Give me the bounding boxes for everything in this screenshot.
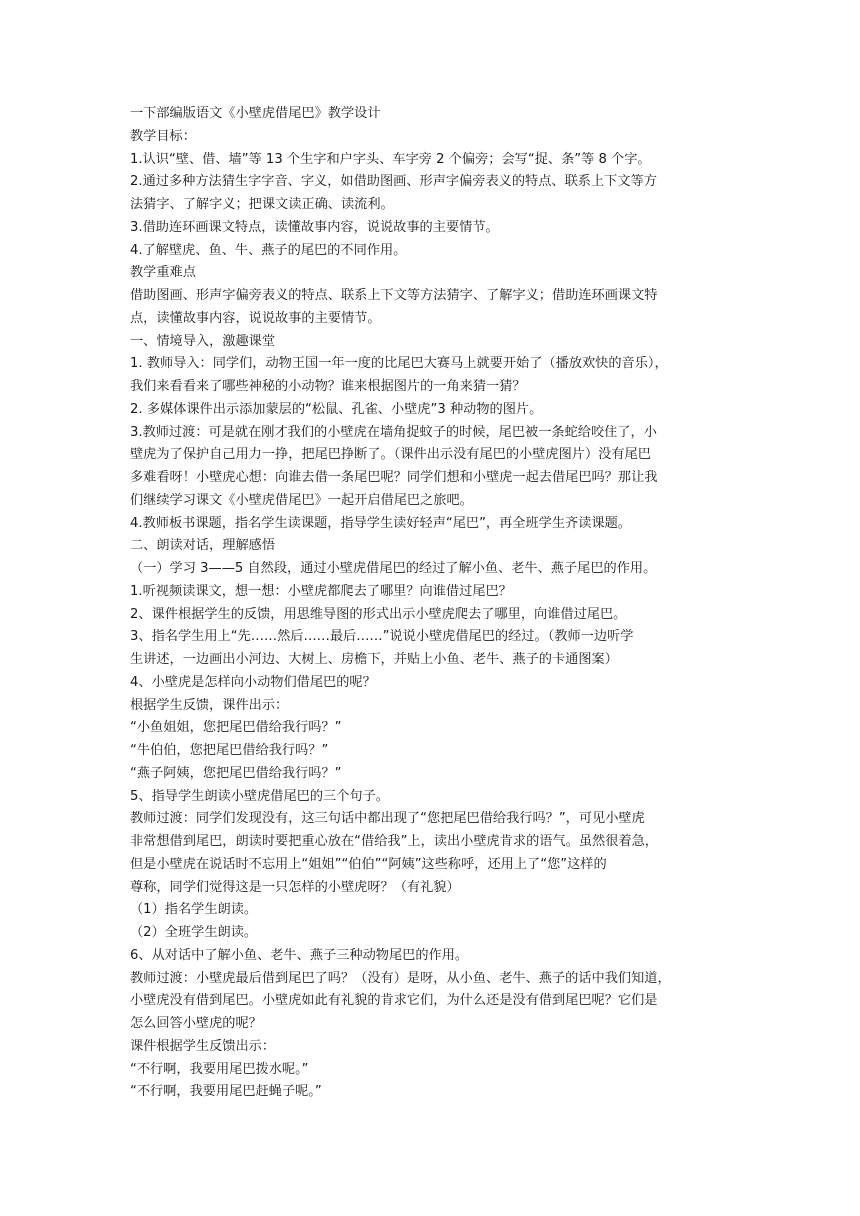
quote-fish-reply: “不行啊，我要用尾巴拨水呢。” [130,1061,309,1077]
transition-paragraph-2: 教师过渡：小壁虎最后借到尾巴了吗？（没有）是呀，从小鱼、老牛、燕子的话中我们知道， [130,970,671,986]
section-2-step-5: 5、指导学生朗读小壁虎借尾巴的三个句子。 [130,788,389,804]
section-2-step-1: 1.听视频读课文，想一想：小壁虎都爬去了哪里？向谁借过尾巴？ [130,583,512,599]
section-1-step-4: 4.教师板书课题，指名学生读课题，指导学生读好轻声“尾巴”，再全班学生齐读课题。 [130,515,631,531]
section-2-step-3: 3、指名学生用上“先……然后……最后……”说说小壁虎借尾巴的经过。（教师一边听学 [130,629,634,645]
objective-1: 1.认识“壁、借、墙”等 13 个生字和户字头、车字旁 2 个偏旁；会写“捉、条”等 8 个字。 [130,151,651,167]
courseware-intro: 根据学生反馈，课件出示： [130,697,289,713]
key-points-text: 借助图画、形声字偏旁表义的特点、联系上下文等方法猜字、了解字义；借助连环画课文特 [130,288,658,303]
heading-key-points: 教学重难点 [130,265,196,281]
objective-4: 4.了解壁虎、鱼、牛、燕子的尾巴的不同作用。 [130,242,407,258]
transition-paragraph-2-cont: 怎么回答小壁虎的呢？ [130,1016,262,1031]
transition-paragraph-cont: 但是小壁虎在说话时不忘用上“姐姐”“伯伯”“阿姨”这些称呼，还用上了“您”这样的 [130,856,607,872]
section-1-step-3-cont: 们继续学习课文《小壁虎借尾巴》一起开启借尾巴之旅吧。 [130,492,473,508]
transition-paragraph: 教师过渡：同学们发现没有，这三句话中都出现了“您把尾巴借给我行吗？”，可见小壁虎 [130,811,645,827]
reading-step-1: （1）指名学生朗读。 [130,902,258,918]
section-2-step-6: 6、从对话中了解小鱼、老牛、燕子三种动物尾巴的作用。 [130,947,469,963]
section-2-step-3-cont: 生讲述，一边画出小河边、大树上、房檐下，并贴上小鱼、老牛、燕子的卡通图案） [130,652,618,667]
section-1-step-3: 3.教师过渡：可是就在刚才我们的小壁虎在墙角捉蚊子的时候，尾巴被一条蛇给咬住了，小 [130,424,657,440]
document-body [130,103,735,1104]
section-1-step-3-cont: 壁虎为了保护自己用力一挣，把尾巴挣断了。（课件出示没有尾巴的小壁虎图片）没有尾巴 [130,447,651,463]
reading-step-2: （2）全班学生朗读。 [130,925,258,940]
section-1-heading: 一、情境导入，激趣课堂 [130,333,276,349]
section-2-step-4: 4、小壁虎是怎样向小动物们借尾巴的呢？ [130,674,376,690]
quote-swallow: “燕子阿姨，您把尾巴借给我行吗？” [130,765,342,781]
section-2-heading: 二、朗读对话，理解感悟 [130,538,276,554]
transition-paragraph-cont: 非常想借到尾巴，朗读时要把重心放在“借给我”上，读出小壁虎肯求的语气。虽然很着急， [130,834,658,849]
key-points-text-cont: 点，读懂故事内容，说说故事的主要情节。 [130,310,381,326]
section-1-step-3-cont: 多难看呀！小壁虎心想：向谁去借一条尾巴呢？同学们想和小壁虎一起去借尾巴吗？那让我 [130,470,658,485]
quote-fish: “小鱼姐姐，您把尾巴借给我行吗？” [130,720,342,736]
section-1-step-1-cont: 我们来看看来了哪些神秘的小动物？谁来根据图片的一角来猜一猜？ [130,379,526,394]
doc-title: 一下部编版语文《小壁虎借尾巴》教学设计 [130,106,381,121]
section-2-step-2: 2、课件根据学生的反馈，用思维导图的形式出示小壁虎爬去了哪里，向谁借过尾巴。 [130,606,627,622]
subsection-1-heading: （一）学习 3——5 自然段，通过小壁虎借尾巴的经过了解小鱼、老牛、燕子尾巴的作用。 [130,561,657,576]
objective-2: 2.通过多种方法猜生字字音、字义，如借助图画、形声字偏旁表义的特点、联系上下文等方 [130,174,657,190]
transition-paragraph-2-cont: 小壁虎没有借到尾巴。小壁虎如此有礼貌的肯求它们，为什么还是没有借到尾巴呢？它们是 [130,993,658,1009]
section-1-step-1: 1. 教师导入：同学们，动物王国一年一度的比尾巴大赛马上就要开始了（播放欢快的音乐）， [130,356,668,372]
objective-3: 3.借助连环画课文特点，读懂故事内容，说说故事的主要情节。 [130,219,499,235]
quote-ox: “牛伯伯，您把尾巴借给我行吗？” [130,743,329,758]
courseware-intro-2: 课件根据学生反馈出示： [130,1038,276,1054]
heading-objectives: 教学目标： [130,128,196,144]
quote-ox-reply: “不行啊，我要用尾巴赶蝇子呢。” [130,1084,322,1100]
transition-paragraph-cont: 尊称，同学们觉得这是一只怎样的小壁虎呀？（有礼貌） [130,879,460,895]
objective-2-cont: 法猜字、了解字义；把课文读正确、读流利。 [130,197,394,212]
section-1-step-2: 2. 多媒体课件出示添加蒙层的“松鼠、孔雀、小壁虎”3 种动物的图片。 [130,401,543,417]
